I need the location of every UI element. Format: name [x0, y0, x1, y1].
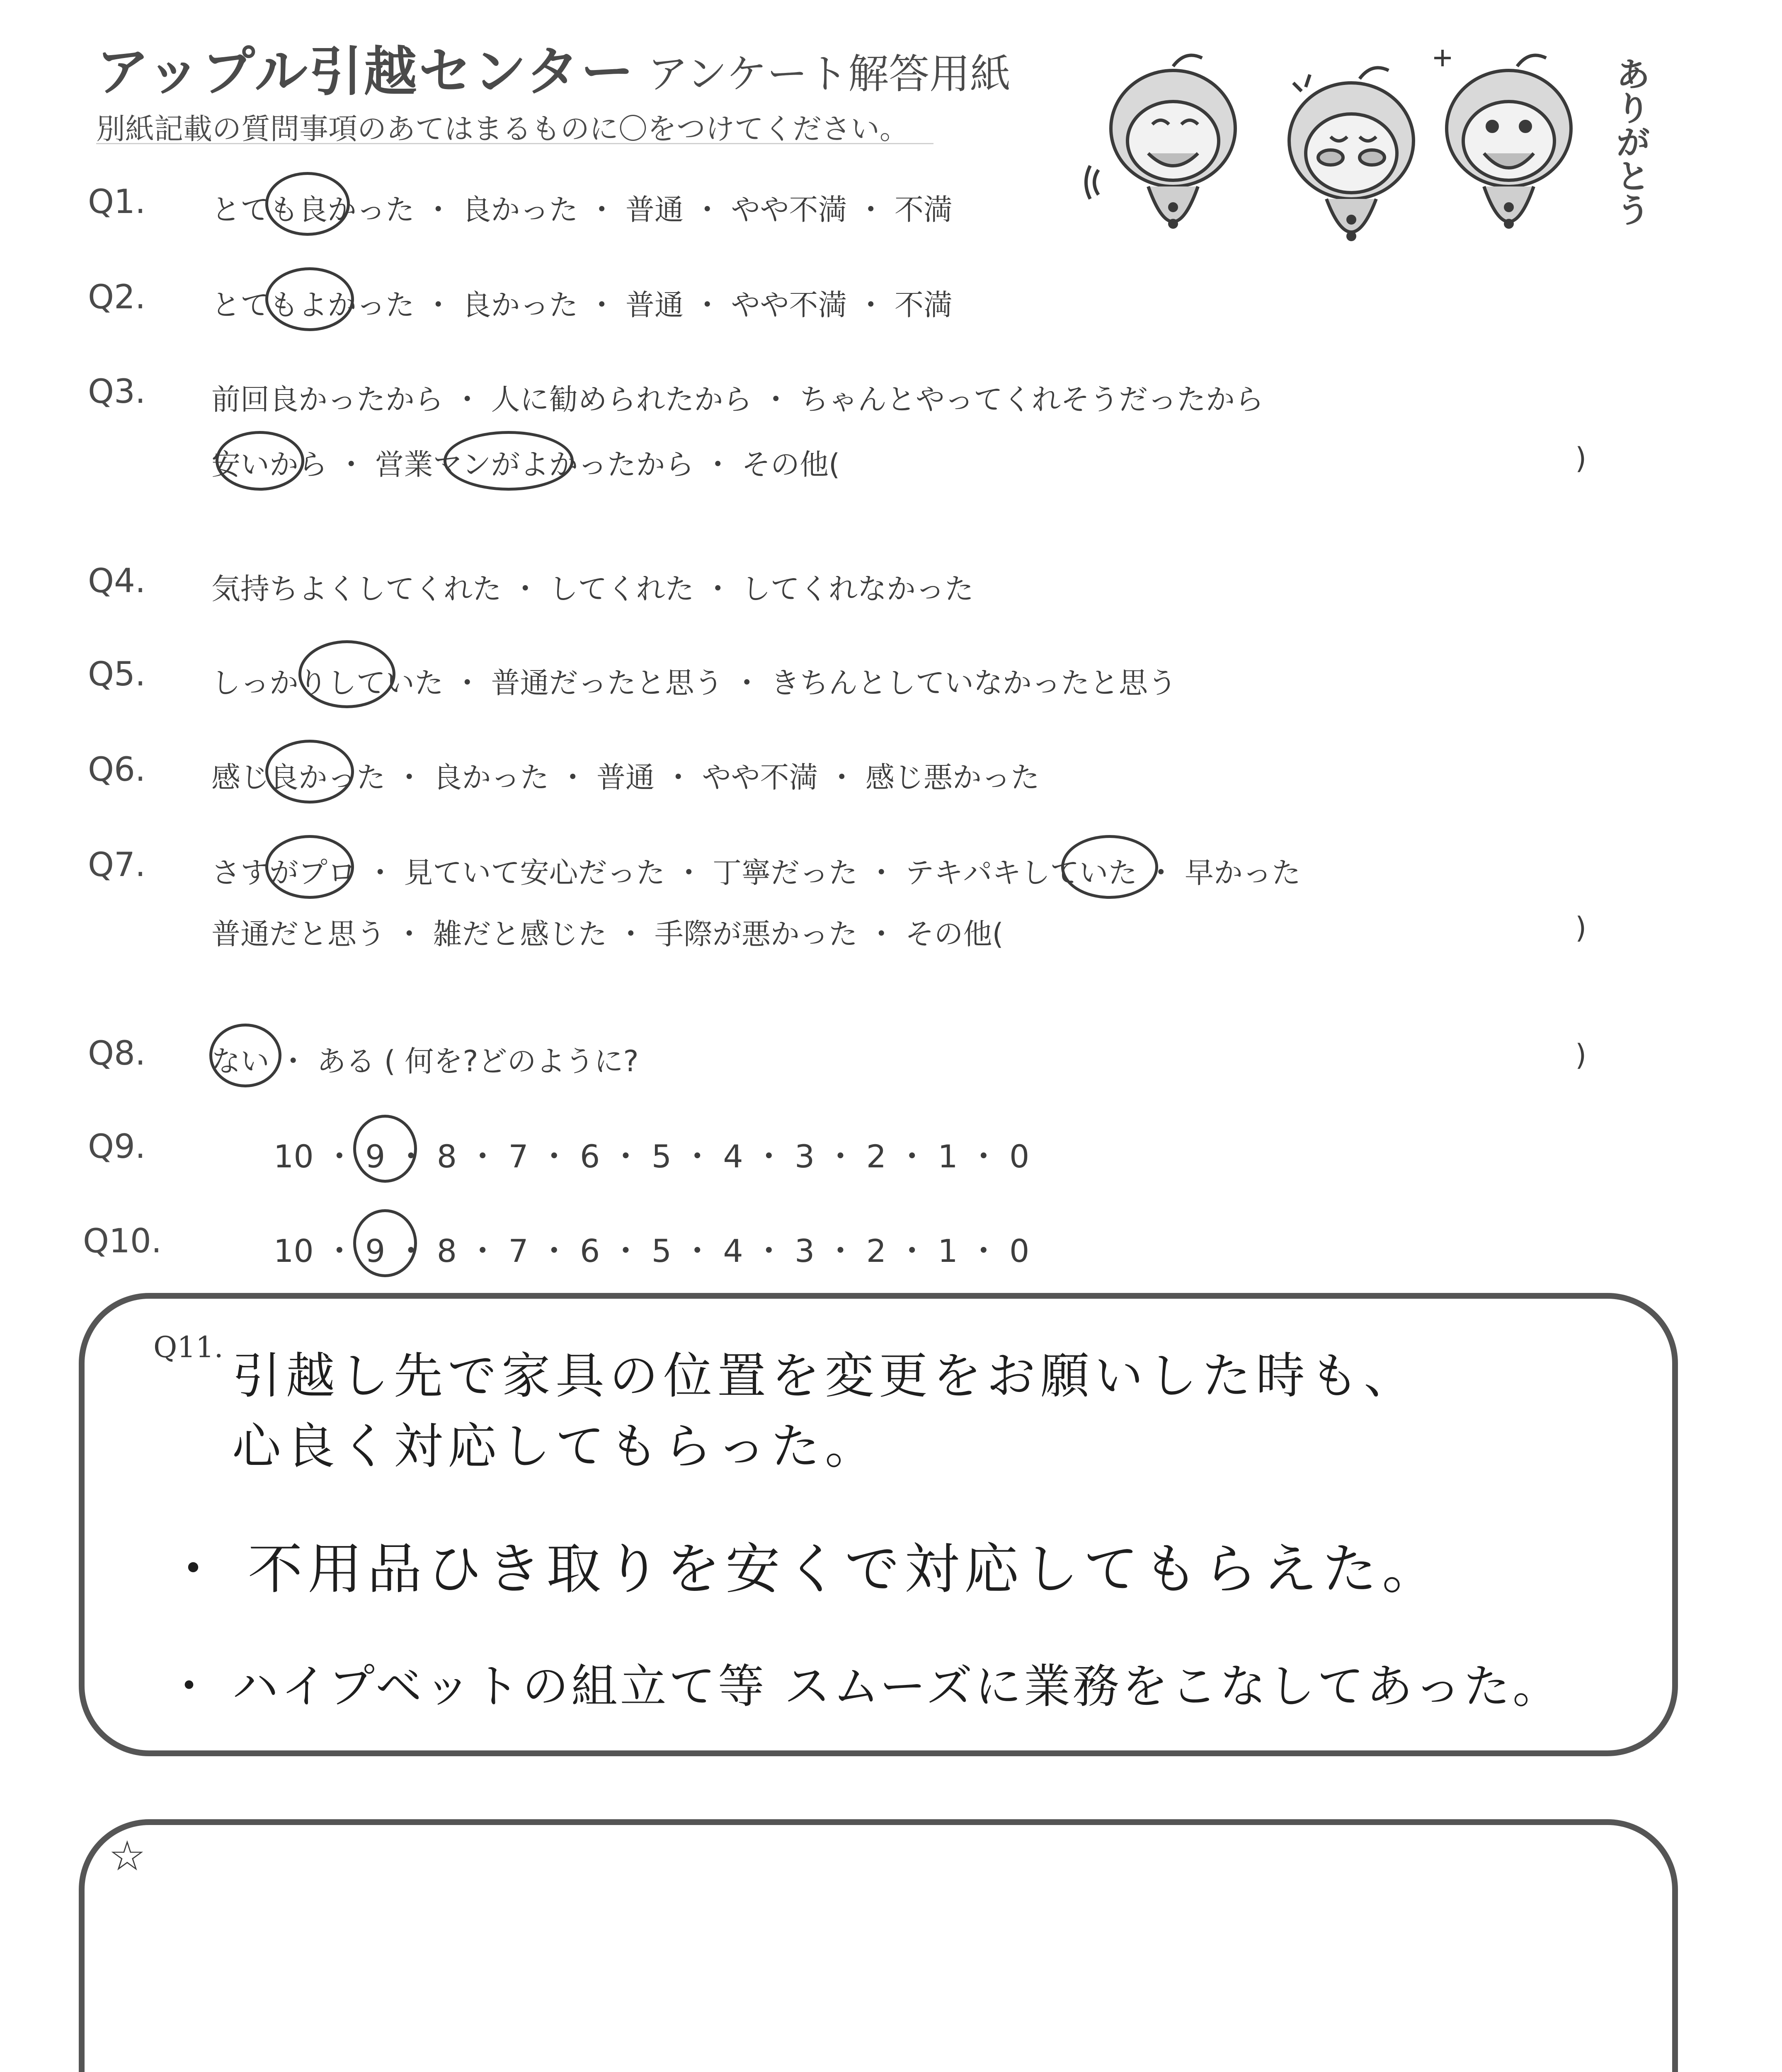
free-comment-box — [79, 1819, 1678, 2072]
q7-options-line2: 普通だと思う ・ 雑だと感じた ・ 手際が悪かった ・ その他( — [211, 917, 1004, 951]
q10-scale: 10 ・ 9 ・ 8 ・ 7 ・ 6 ・ 5 ・ 4 ・ 3 ・ 2 ・ 1 ・ 0 — [274, 1232, 1030, 1269]
q9-selected-mark — [353, 1115, 417, 1183]
q6-label: Q6. — [88, 750, 146, 789]
q3-options-line1: 前回良かったから ・ 人に勧められたから ・ ちゃんとやってくれそうだったから — [211, 382, 1264, 416]
q10-label: Q10. — [83, 1222, 162, 1260]
q5-options: しっかりしていた ・ 普通だったと思う ・ きちんとしていなかったと思う — [211, 666, 1177, 700]
thank-you-text: ありがとう — [1617, 56, 1650, 230]
q8-close-paren: ) — [1575, 1038, 1587, 1072]
q3-label: Q3. — [88, 372, 146, 411]
q6-selected-mark — [265, 740, 354, 804]
instruction-text: 別紙記載の質問事項のあてはまるものに〇をつけてください。 — [96, 112, 909, 146]
q2-label: Q2. — [88, 278, 146, 316]
q11-label: Q11. — [153, 1330, 223, 1364]
header-divider — [96, 143, 933, 144]
q8-selected-mark — [209, 1024, 281, 1087]
star-icon: ☆ — [109, 1832, 146, 1880]
form-subtitle: アンケート解答用紙 — [647, 51, 1011, 98]
q7-label: Q7. — [88, 845, 146, 884]
q5-label: Q5. — [88, 655, 146, 693]
q2-options: とてもよかった ・ 良かった ・ 普通 ・ やや不満 ・ 不満 — [211, 288, 953, 322]
q7-close-paren: ) — [1575, 911, 1587, 945]
q1-options: とても良かった ・ 良かった ・ 普通 ・ やや不満 ・ 不満 — [211, 193, 953, 227]
q6-options: 感じ良かった ・ 良かった ・ 普通 ・ やや不満 ・ 感じ悪かった — [211, 760, 1040, 794]
q4-options: 気持ちよくしてくれた ・ してくれた ・ してくれなかった — [211, 572, 974, 606]
monkey-mascot-left — [1086, 55, 1235, 227]
q11-answer-line2: 心良く対応してもらった。 — [232, 1418, 879, 1475]
q5-selected-mark — [298, 640, 395, 708]
q1-label: Q1. — [88, 182, 146, 221]
q9-scale: 10 ・ 9 ・ 8 ・ 7 ・ 6 ・ 5 ・ 4 ・ 3 ・ 2 ・ 1 ・ 0 — [274, 1138, 1030, 1175]
company-title: アップル引越センター — [96, 41, 635, 103]
q3-selected-mark-2 — [444, 431, 574, 491]
q3-close-paren: ) — [1575, 441, 1587, 475]
q2-selected-mark — [265, 267, 354, 331]
q7-selected-mark-1 — [265, 835, 354, 899]
q7-selected-mark-2 — [1061, 835, 1158, 899]
q7-options-line1: さすがプロ ・ 見ていて安心だった ・ 丁寧だった ・ テキパキしていた ・ 早かった — [211, 856, 1301, 890]
q3-options-line2: 安いから ・ 営業マンがよかったから ・ その他( — [211, 448, 840, 482]
q9-label: Q9. — [88, 1127, 146, 1166]
q1-selected-mark — [265, 172, 350, 236]
q11-answer-line4: ・ ハイプベットの組立て等 スムーズに業務をこなしてあった。 — [166, 1660, 1562, 1714]
q11-answer-line3: ・ 不用品ひき取りを安くで対応してもらえた。 — [166, 1537, 1442, 1601]
q8-options: ない ・ ある ( 何を?どのように? — [211, 1044, 639, 1078]
q11-answer-line1: 引越し先で家具の位置を変更をお願いした時も、 — [232, 1347, 1418, 1404]
q10-selected-mark — [353, 1209, 417, 1277]
q3-selected-mark-1 — [216, 431, 304, 491]
monkey-mascots-illustration — [1078, 33, 1650, 265]
monkey-mascot-middle — [1289, 68, 1413, 240]
q8-label: Q8. — [88, 1034, 146, 1072]
monkey-mascot-right — [1434, 50, 1571, 227]
q4-label: Q4. — [88, 562, 146, 600]
